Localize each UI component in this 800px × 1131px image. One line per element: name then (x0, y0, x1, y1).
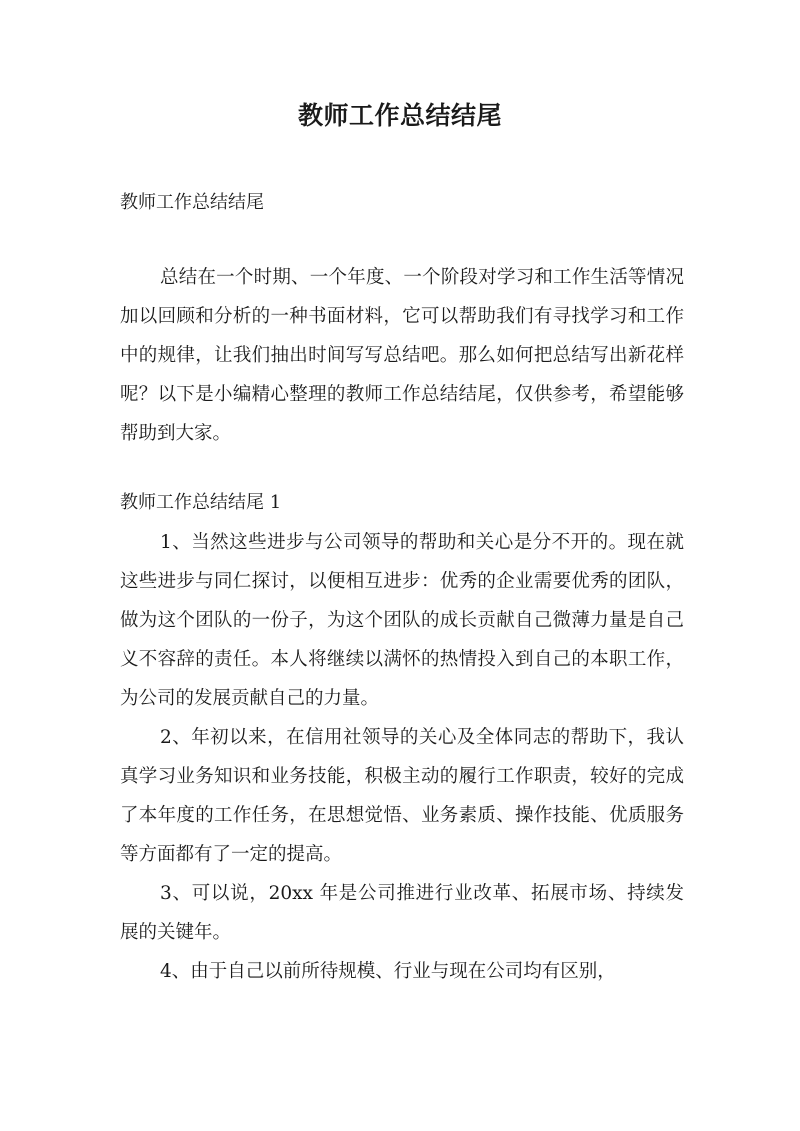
list-item: 4、由于自己以前所待规模、行业与现在公司均有区别， (160, 961, 616, 982)
list-item: 1、当然这些进步与公司领导的帮助和关心是分不开的。现在就这些进步与同仁探讨，以便相互进步：优秀的企业需要优秀的团队，做为这个团队的一份子，为这个团队的成长贡献自己微薄力量是自己义不容辞的责任。本人将继续以满怀的热情投入到自己的本职工作，为公司的发展贡献自己的力量。 (120, 532, 684, 709)
document-title: 教师工作总结结尾 (297, 101, 502, 130)
document-subtitle: 教师工作总结结尾 (120, 192, 264, 213)
section-body (120, 523, 684, 991)
intro-paragraph: 总结在一个时期、一个年度、一个阶段对学习和工作生活等情况加以回顾和分析的一种书面材料，它可以帮助我们有寻找学习和工作中的规律，让我们抽出时间写写总结吧。那么如何把总结写出新花样呢？以下是小编精心整理的教师工作总结结尾，仅供参考，希望能够帮助到大家。 (120, 267, 684, 444)
section-heading: 教师工作总结结尾 1 (120, 492, 282, 513)
list-item: 3、可以说，20xx 年是公司推进行业改革、拓展市场、持续发展的关键年。 (120, 883, 684, 943)
list-item: 2、年初以来，在信用社领导的关心及全体同志的帮助下，我认真学习业务知识和业务技能，积极主动的履行工作职责，较好的完成了本年度的工作任务，在思想觉悟、业务素质、操作技能、优质服务等方面都有了一定的提高。 (120, 727, 684, 865)
